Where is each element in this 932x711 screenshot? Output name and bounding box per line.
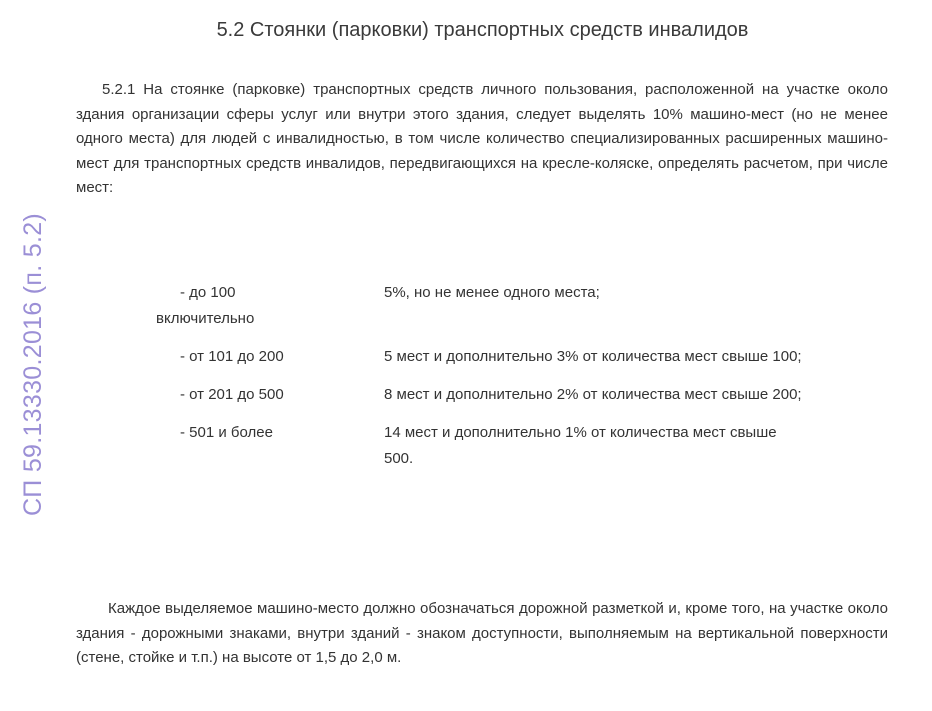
rule-range: [152, 344, 384, 370]
rule-range: [152, 420, 384, 472]
page-title: 5.2 Стоянки (парковки) транспортных средств инвалидов: [216, 19, 749, 41]
rule-row: [152, 280, 804, 332]
rule-value: 5%, но не менее одного места;: [384, 284, 600, 301]
rule-row: [152, 344, 804, 370]
rule-value: 14 мест и дополнительно 1% от количества мест свыше 500.: [384, 424, 777, 467]
side-label-container: [14, 208, 54, 520]
rule-range-text: - от 201 до 500: [180, 386, 284, 403]
paragraph-marking: Каждое выделяемое машино-место должно обозначаться дорожной разметкой и, кроме того, на участке около здания - дорожными знаками, внутри зданий - знаком доступности, выполняемым на вертикальной поверхности (стене, стойке и т.п.) на высоте от 1,5 до 2,0 м.: [76, 600, 888, 666]
side-label: СП 59.13330.2016 (п. 5.2): [19, 212, 48, 516]
rule-range: [152, 280, 384, 332]
rule-value: 5 мест и дополнительно 3% от количества мест свыше 100;: [384, 348, 802, 365]
rule-range: [152, 382, 384, 408]
parking-rules-table: [152, 280, 804, 484]
rule-range-text: - до 100: [180, 284, 236, 301]
rule-range-continuation: включительно: [156, 310, 255, 327]
rule-value: 8 мест и дополнительно 2% от количества мест свыше 200;: [384, 386, 802, 403]
rule-row: [152, 420, 804, 472]
rule-range-text: - от 101 до 200: [180, 348, 284, 365]
paragraph-intro: 5.2.1 На стоянке (парковке) транспортных средств личного пользования, расположенной на участке около здания организации сферы услуг или внутри этого здания, следует выделять 10% машино-мест (но не менее одного места) для людей с инвалидностью, в том числе количество специализированных расширенных машино-мест для транспортных средств инвалидов, передвигающихся на кресле-коляске, определять расчетом, при числе мест:: [76, 81, 888, 196]
rule-row: [152, 382, 804, 408]
rule-range-text: - 501 и более: [180, 424, 273, 441]
